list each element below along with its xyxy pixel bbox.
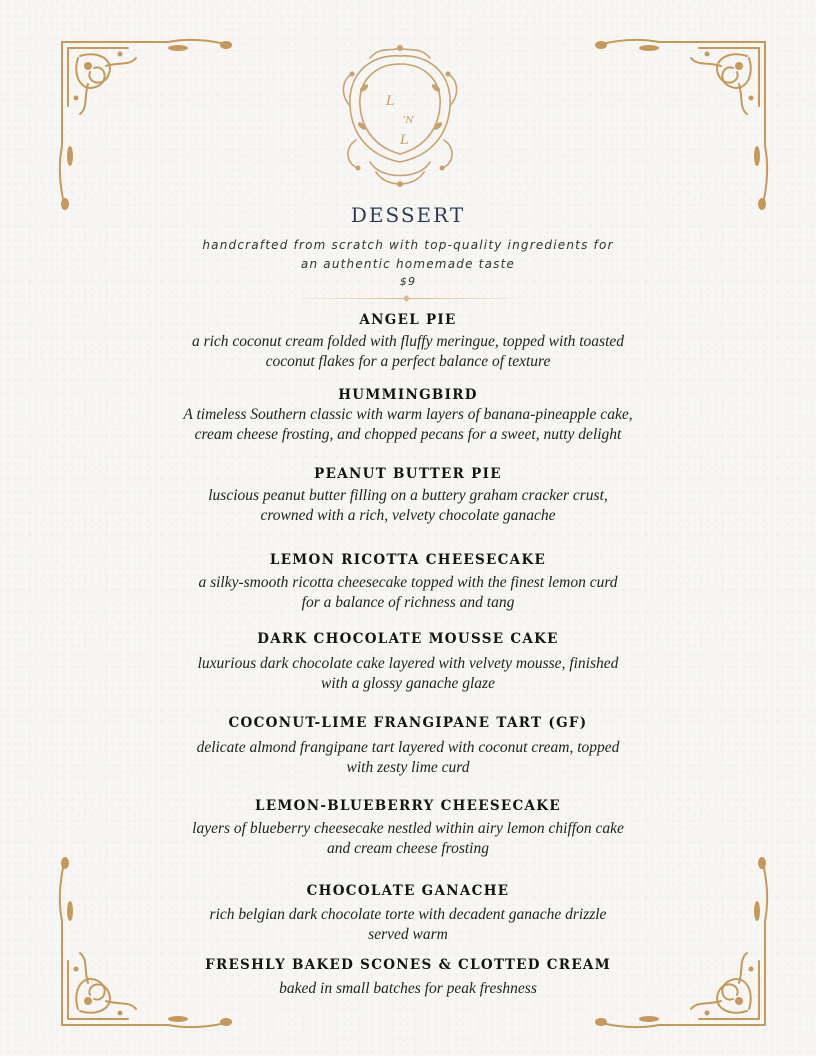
monogram-letter: L <box>400 133 409 148</box>
menu-item-description: with a glossy ganache glaze <box>321 675 495 692</box>
menu-item-description: for a balance of richness and tang <box>301 594 515 611</box>
monogram-crest <box>330 44 470 194</box>
price-label: $9 <box>399 275 417 288</box>
menu-item-description: coconut flakes for a perfect balance of texture <box>265 353 551 370</box>
menu-item-description: a silky-smooth ricotta cheesecake topped with the finest lemon curd <box>198 574 618 591</box>
menu-item-description: served warm <box>368 926 448 943</box>
menu-item-description: layers of blueberry cheesecake nestled within airy lemon chiffon cake <box>192 820 624 837</box>
menu-item-description: A timeless Southern classic with warm layers of banana-pineapple cake, <box>183 406 633 423</box>
monogram-ampersand: 'N <box>403 116 414 126</box>
divider-ornament <box>403 295 410 302</box>
corner-flourish-top-right <box>594 36 769 211</box>
monogram-letter: L <box>386 94 395 109</box>
flourish-icon <box>58 36 233 211</box>
crest-wreath-icon <box>330 44 470 194</box>
menu-item-description: cream cheese frosting, and chopped pecans for a sweet, nutty delight <box>194 426 622 443</box>
menu-item-name: LEMON-BLUEBERRY CHEESECAKE <box>255 798 561 814</box>
menu-item-name: HUMMINGBIRD <box>338 387 478 403</box>
menu-item-description: baked in small batches for peak freshness <box>279 980 537 997</box>
subtitle-line: handcrafted from scratch with top-quality ingredients for <box>202 238 614 252</box>
menu-item-description: luxurious dark chocolate cake layered with velvety mousse, finished <box>197 655 619 672</box>
menu-item-description: luscious peanut butter filling on a buttery graham cracker crust, <box>208 487 608 504</box>
menu-item-description: and cream cheese frosting <box>327 840 489 857</box>
menu-item-name: FRESHLY BAKED SCONES & CLOTTED CREAM <box>205 957 611 973</box>
flourish-icon <box>594 36 769 211</box>
menu-item-description: with zesty lime curd <box>346 759 470 776</box>
menu-item-name: PEANUT BUTTER PIE <box>314 466 502 482</box>
menu-item-description: delicate almond frangipane tart layered with coconut cream, topped <box>196 739 620 756</box>
menu-item-name: CHOCOLATE GANACHE <box>306 883 510 899</box>
subtitle-line: an authentic homemade taste <box>300 257 516 271</box>
corner-flourish-top-left <box>58 36 233 211</box>
menu-item-description: a rich coconut cream folded with fluffy meringue, topped with toasted <box>191 333 625 350</box>
menu-item-name: LEMON RICOTTA CHEESECAKE <box>269 552 547 568</box>
page-title: DESSERT <box>350 203 466 227</box>
menu-item-name: ANGEL PIE <box>359 312 457 328</box>
menu-item-description: rich belgian dark chocolate torte with decadent ganache drizzle <box>209 906 607 923</box>
menu-item-name: DARK CHOCOLATE MOUSSE CAKE <box>257 631 559 647</box>
menu-item-description: crowned with a rich, velvety chocolate ganache <box>260 507 556 524</box>
menu-item-name: COCONUT-LIME FRANGIPANE TART (GF) <box>228 715 588 731</box>
